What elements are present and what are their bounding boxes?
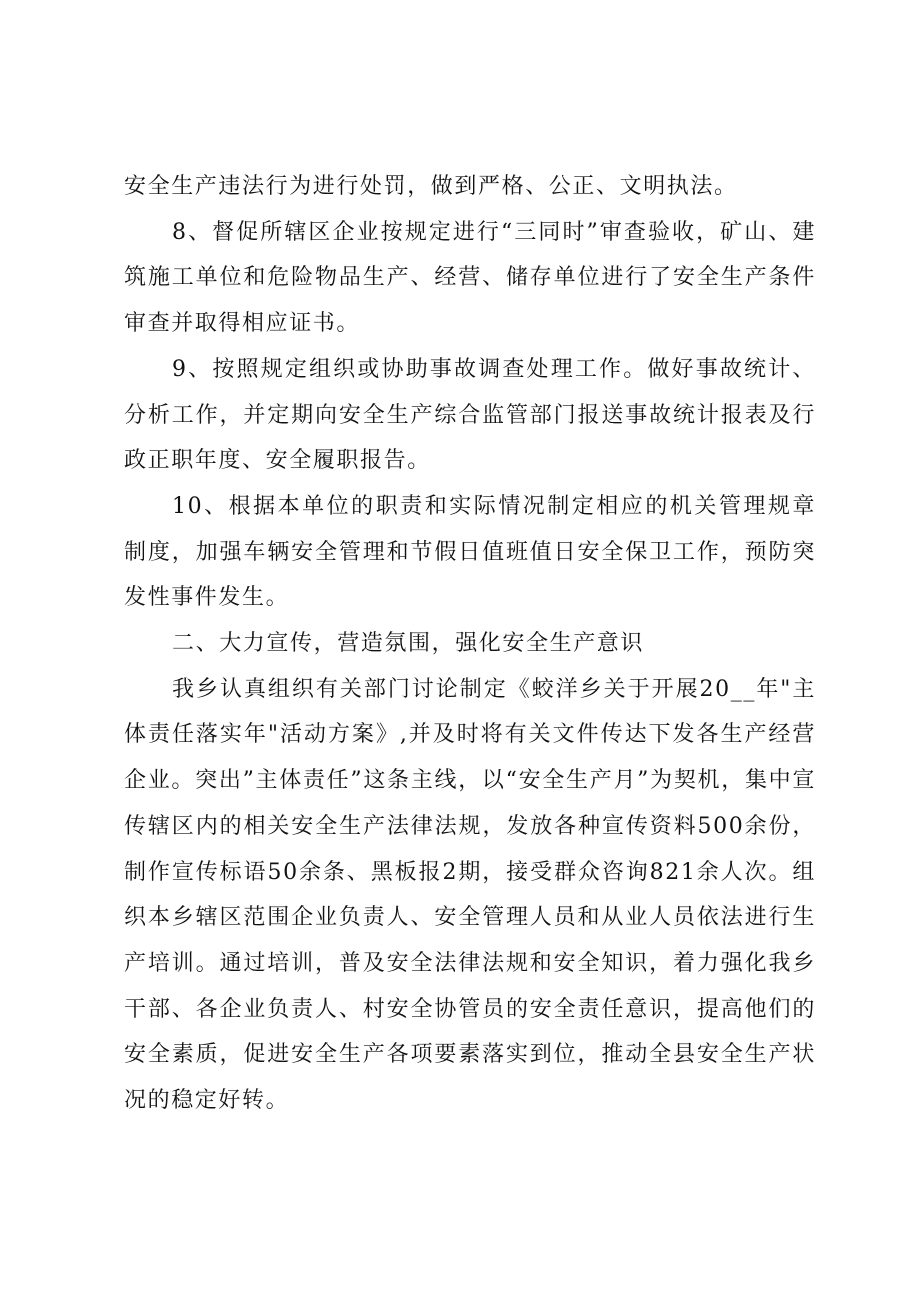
- paragraph-item-8: 8、督促所辖区企业按规定进行“三同时”审查验收，矿山、建筑施工单位和危险物品生产、经营、储存单位进行了安全生产条件审查并取得相应证书。: [124, 219, 816, 337]
- paragraph-penalty-continuation: 安全生产违法行为进行处罚，做到严格、公正、文明执法。: [124, 174, 738, 199]
- section-heading-2: 二、大力宣传，营造氛围，强化安全生产意识: [172, 631, 645, 657]
- paragraph-item-10: 10、根据本单位的职责和实际情况制定相应的机关管理规章制度，加强车辆安全管理和节假日值班值日安全保卫工作，预防突发性事件发生。: [124, 493, 816, 611]
- document-body: [124, 164, 816, 1124]
- paragraph-publicity: 我乡认真组织有关部门讨论制定《蛟洋乡关于开展20__年"主体责任落实年"活动方案》,并及时将有关文件传达下发各生产经营企业。突出”主体责任”这条主线，以“安全生产月”为契机，集中宣传辖区内的相关安全生产法律法规，发放各种宣传资料500余份，制作宣传标语50余条、黑板报2期，接受群众咨询821余人次。组织本乡辖区范围企业负责人、安全管理人员和从业人员依法进行生产培训。通过培训，普及安全法律法规和安全知识，着力强化我乡干部、各企业负责人、村安全协管员的安全责任意识，提高他们的安全素质，促进安全生产各项要素落实到位，推动全县安全生产状况的稳定好转。: [124, 676, 816, 1114]
- paragraph-item-9: 9、按照规定组织或协助事故调查处理工作。做好事故统计、分析工作，并定期向安全生产综合监管部门报送事故统计报表及行政正职年度、安全履职报告。: [124, 356, 816, 474]
